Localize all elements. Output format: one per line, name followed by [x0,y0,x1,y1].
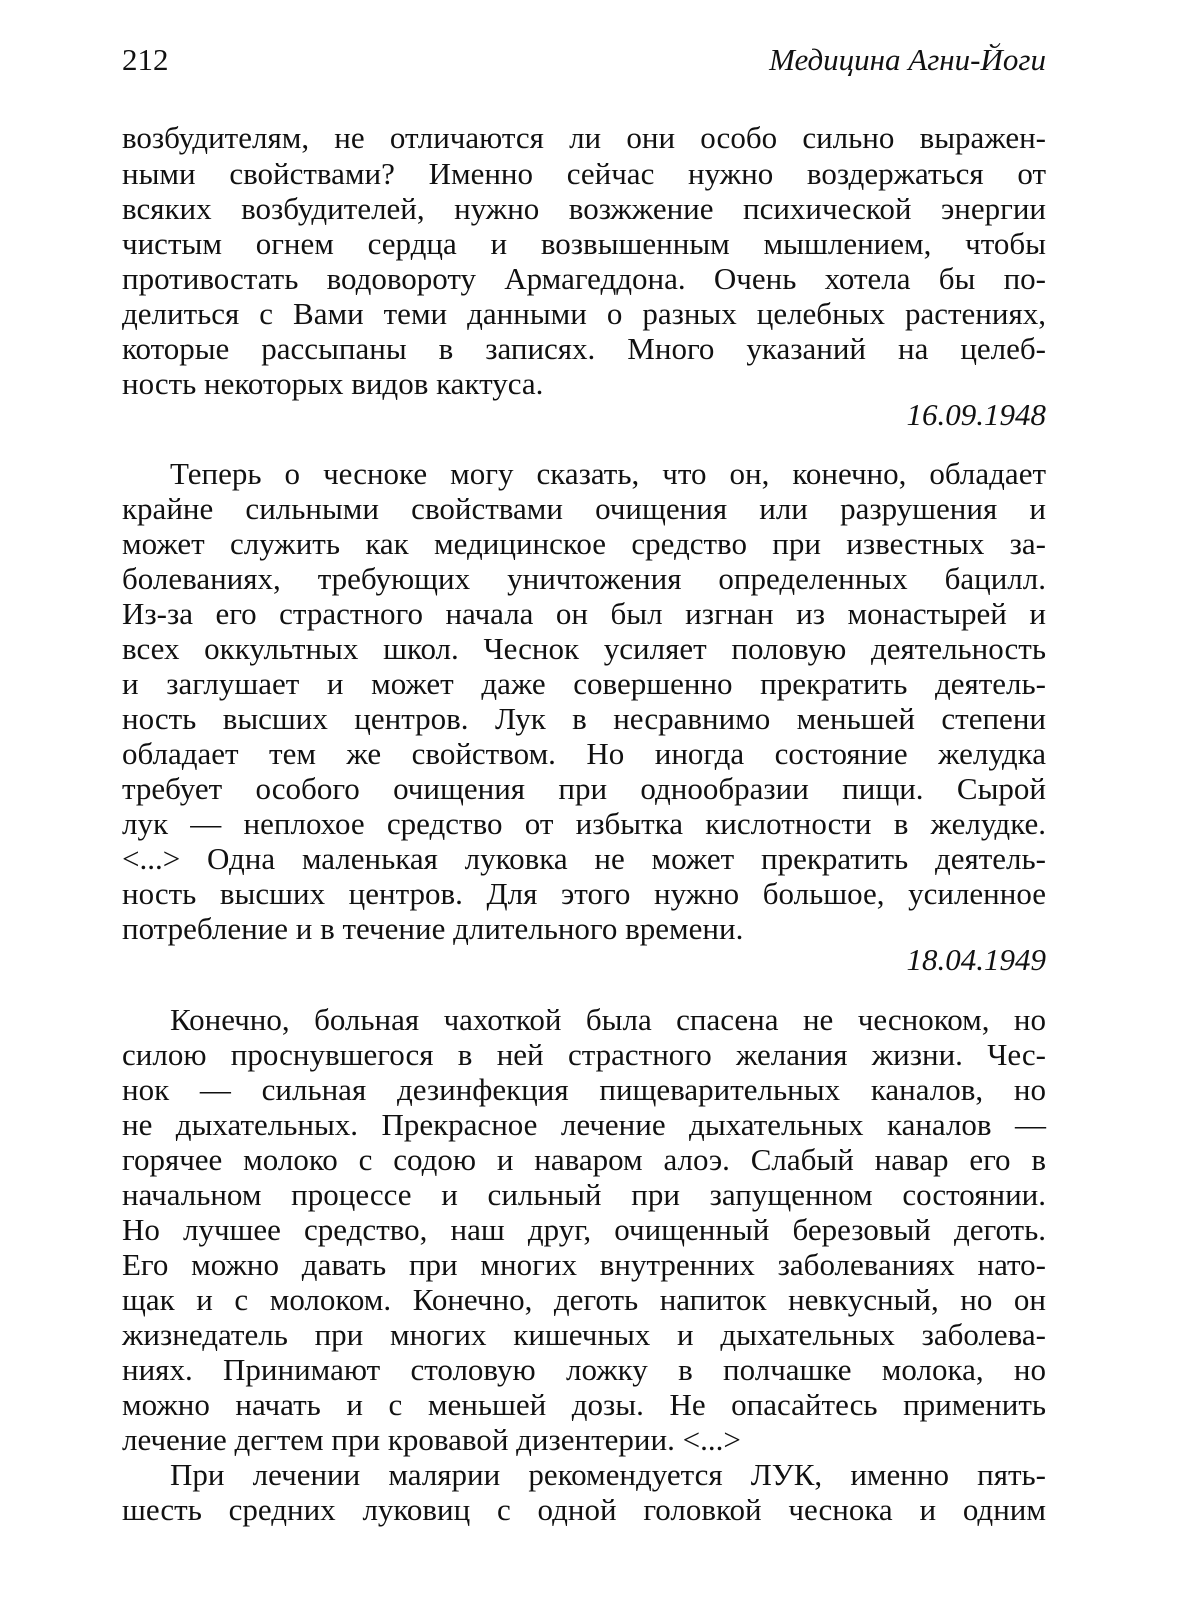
text-line: потребление и в течение длительного времени. [122,911,744,946]
text-line: обладает тем же свойством. Но иногда состояние желудка [122,736,1046,771]
running-head [122,40,1046,80]
text-line: требует особого очищения при однообразии пищи. Сырой [122,771,1046,806]
text-line: Конечно, больная чахоткой была спасена не чесноком, но [170,1002,1046,1037]
text-line: Из-за его страстного начала он был изгнан из монастырей и [122,596,1046,631]
text-line: не дыхательных. Прекрасное лечение дыхательных каналов — [122,1107,1046,1142]
text-line: может служить как медицинское средство при известных за- [122,526,1046,561]
text-line: делиться с Вами теми данными о разных целебных растениях, [122,296,1046,331]
book-title: Медицина Агни-Йоги [769,42,1046,77]
text-line: ниях. Принимают столовую ложку в полчашке молока, но [122,1352,1046,1387]
text-line: чистым огнем сердца и возвышенным мышлением, чтобы [122,226,1046,261]
text-line: При лечении малярии рекомендуется ЛУК, именно пять- [170,1457,1046,1492]
text-line: лук — неплохое средство от избытка кислотности в желудке. [122,806,1046,841]
text-line: и заглушает и может даже совершенно прекратить деятель- [122,666,1046,701]
text-line: всех оккультных школ. Чеснок усиляет половую деятельность [122,631,1046,666]
text-line: всяких возбудителей, нужно возжжение психической энергии [122,191,1046,226]
text-line: нок — сильная дезинфекция пищеварительных каналов, но [122,1072,1046,1107]
text-line: которые рассыпаны в записях. Много указаний на целеб- [122,331,1046,366]
text-line: ными свойствами? Именно сейчас нужно воздержаться от [122,156,1046,191]
text-line: можно начать и с меньшей дозы. Не опасайтесь применить [122,1387,1046,1422]
text-line: горячее молоко с содою и наваром алоэ. Слабый навар его в [122,1142,1046,1177]
text-line: противостать водовороту Армагеддона. Очень хотела бы по- [122,261,1046,296]
text-line: болеваниях, требующих уничтожения определенных бацилл. [122,561,1046,596]
text-line: ность некоторых видов кактуса. [122,366,544,401]
text-line: начальном процессе и сильный при запущенном состоянии. [122,1177,1046,1212]
text-line: <...> Одна маленькая луковка не может прекратить деятель- [122,841,1046,876]
text-line: лечение дегтем при кровавой дизентерии. <...> [122,1422,741,1457]
page-number: 212 [122,42,169,77]
text-line: ность высших центров. Для этого нужно большое, усиленное [122,876,1046,911]
text-line: Его можно давать при многих внутренних заболеваниях нато- [122,1247,1046,1282]
text-line: шесть средних луковиц с одной головкой чеснока и одним [122,1492,1046,1527]
letter-date: 16.09.1948 [906,397,1046,432]
text-line: силою проснувшегося в ней страстного желания жизни. Чес- [122,1037,1046,1072]
text-line: возбудителям, не отличаются ли они особо сильно выражен- [122,120,1046,155]
text-line: щак и с молоком. Конечно, деготь напиток невкусный, но он [122,1282,1046,1317]
text-line: жизнедатель при многих кишечных и дыхательных заболева- [122,1317,1046,1352]
letter-date: 18.04.1949 [906,942,1046,977]
text-line: Но лучшее средство, наш друг, очищенный березовый деготь. [122,1212,1046,1247]
text-line: ность высших центров. Лук в несравнимо меньшей степени [122,701,1046,736]
text-line: Теперь о чесноке могу сказать, что он, конечно, обладает [170,456,1046,491]
text-line: крайне сильными свойствами очищения или разрушения и [122,491,1046,526]
